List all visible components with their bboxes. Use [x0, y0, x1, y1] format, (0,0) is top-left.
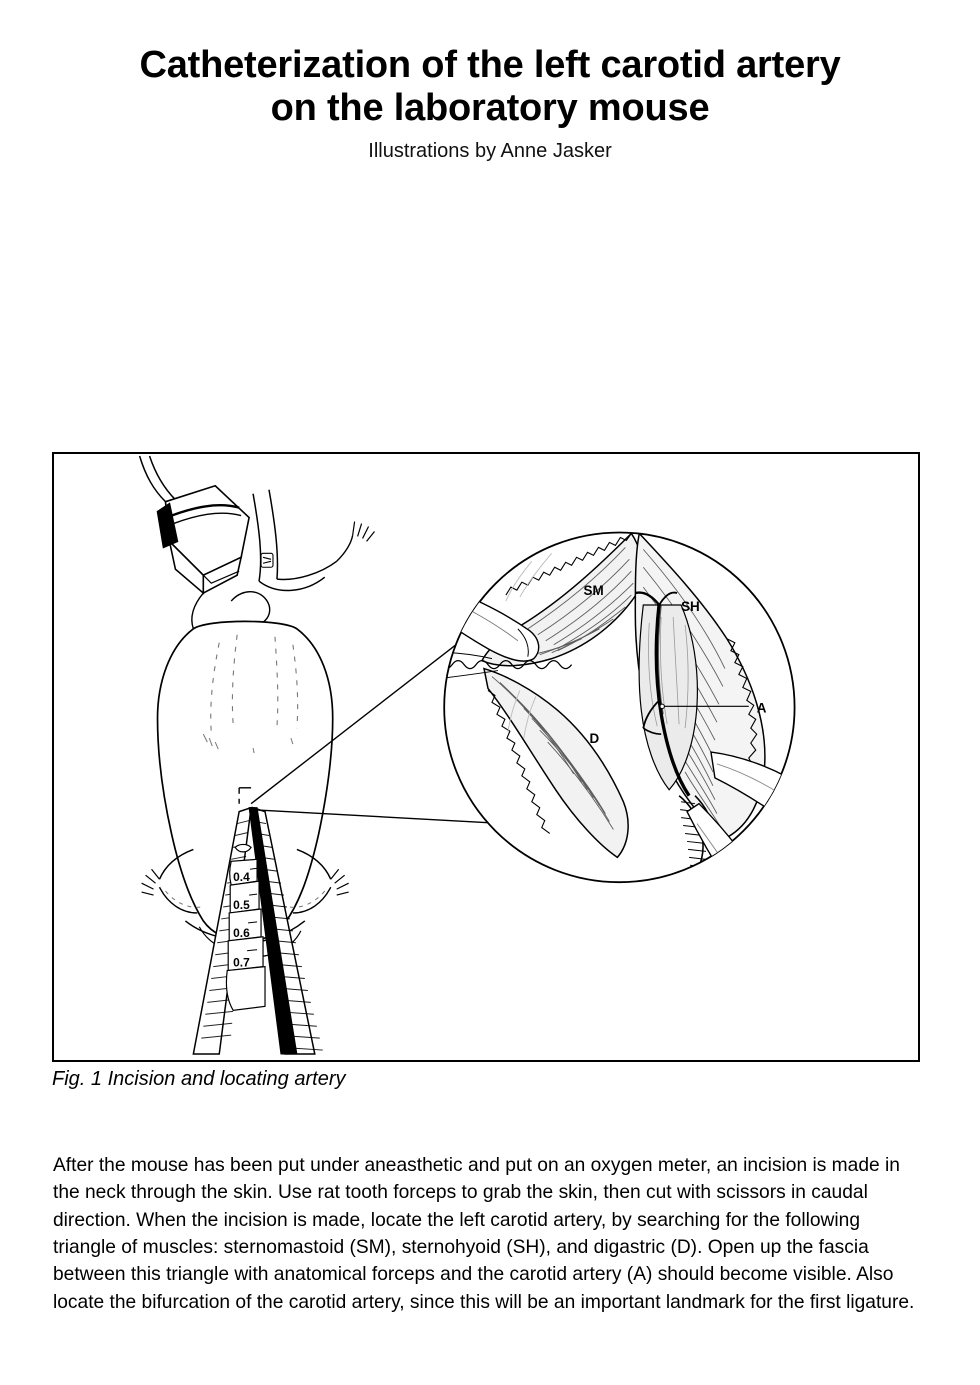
forceps-scale-2: 0.6 — [233, 925, 250, 940]
body-paragraph: After the mouse has been put under aneasthetic and put on an oxygen meter, an incision is made in the neck through the skin. Use rat tooth forceps to grab the skin, then cut with scissors in caudal direction. When the incision is made, locate the left carotid artery, by searching for the following triangle of muscles: sternomastoid (SM), sternohyoid (SH), and digastric (D). Open up the fascia between this triangle with anatomical forceps and the carotid artery (A) should become visible. Also locate the bifurcation of the carotid artery, since this will be an important landmark for the first ligature. — [53, 1155, 915, 1313]
title-block — [0, 44, 980, 163]
oxygen-tubing — [140, 456, 176, 502]
page-title-line-1: Catheterization of the left carotid artery — [139, 44, 841, 86]
label-digastric: D — [589, 731, 600, 747]
forceps-scale-1: 0.5 — [233, 898, 250, 912]
figure-1-frame — [52, 452, 920, 1062]
forceps-scale-0: 0.4 — [233, 870, 250, 885]
label-artery: A — [756, 700, 767, 716]
oxygen-meter-clip — [158, 486, 250, 593]
page-title — [0, 44, 980, 129]
limb-tie-mark — [261, 553, 273, 567]
page-subtitle: Illustrations by Anne Jasker — [368, 140, 612, 163]
forceps-scale-3: 0.7 — [233, 955, 250, 970]
figure-caption: Fig. 1 Incision and locating artery — [52, 1068, 346, 1090]
label-sternohyoid: SH — [681, 598, 700, 614]
magnified-surgical-field — [404, 532, 868, 952]
mouse-forelimbs — [253, 490, 374, 591]
label-sternomastoid: SM — [583, 583, 604, 599]
figure-1-illustration — [54, 454, 918, 1060]
page-title-line-2: on the laboratory mouse — [270, 86, 710, 129]
